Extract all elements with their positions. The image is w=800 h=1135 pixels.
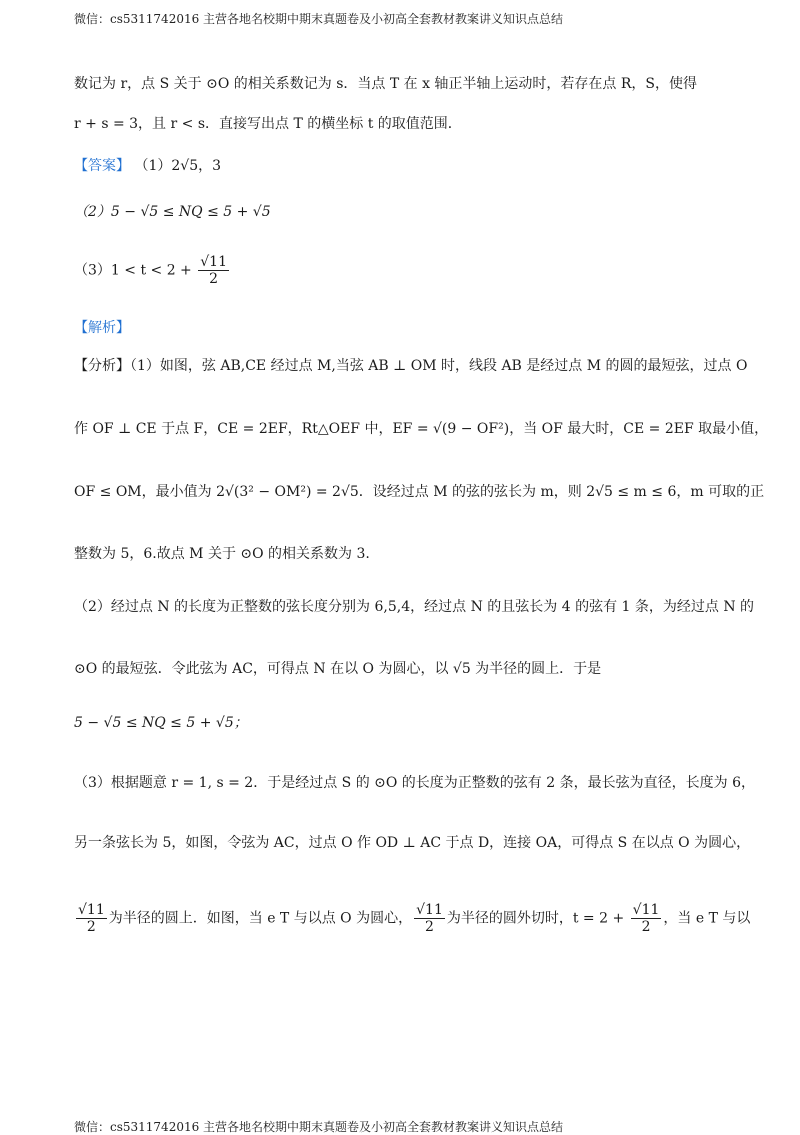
analysis-line-5: （2）经过点 N 的长度为正整数的弦长度分别为 6,5,4，经过点 N 的且弦长为 4 的弦有 1 条，为经过点 N 的 <box>74 599 755 615</box>
analysis-line-10 <box>74 902 751 935</box>
text-line-2: r + s = 3，且 r < s．直接写出点 T 的横坐标 t 的取值范围． <box>74 116 462 132</box>
fraction-3 <box>631 902 662 935</box>
analysis-line-6: ⊙O 的最短弦．令此弦为 AC，可得点 N 在以 O 为圆心，以 √5 为半径的圆上．于是 <box>74 661 602 677</box>
fraction-numerator: √11 <box>78 902 105 918</box>
answer-2: （2）5 − √5 ≤ NQ ≤ 5 + √5 <box>74 204 271 220</box>
fraction-1 <box>76 902 107 935</box>
text-line-1: 数记为 r，点 S 关于 ⊙O 的相关系数记为 s．当点 T 在 x 轴正半轴上运动时，若存在点 R，S，使得 <box>74 76 697 92</box>
fraction-2 <box>414 902 445 935</box>
analysis-line-9: 另一条弦长为 5，如图，令弦为 AC，过点 O 作 OD ⊥ AC 于点 D，连接 OA，可得点 S 在以点 O 为圆心， <box>74 835 751 851</box>
analysis-text-1: （1）如图，弦 AB,CE 经过点 M,当弦 AB ⊥ OM 时，线段 AB 是经过点 M 的圆的最短弦，过点 O <box>130 358 748 374</box>
answer-tag: 【答案】 <box>74 158 130 174</box>
fraction-numerator: √11 <box>416 902 443 918</box>
analysis-text-10b: 为半径的圆外切时，t = 2 + <box>446 910 629 927</box>
analysis-text-10a: 为半径的圆上．如图，当 e T 与以点 O 为圆心， <box>108 910 413 927</box>
analysis-heading <box>74 317 726 339</box>
fraction-numerator: √11 <box>632 902 660 918</box>
analysis-line-8: （3）根据题意 r = 1, s = 2．于是经过点 S 的 ⊙O 的长度为正整数的弦有 2 条，最长弦为直径，长度为 6， <box>74 775 755 791</box>
answer-3 <box>74 254 726 287</box>
answer-3-fraction <box>198 254 229 287</box>
page-header: 微信：cs5311742016 主营各地名校期中期末真题卷及小初高全套教材教案讲义知识点总结 <box>74 12 564 26</box>
analysis-text-10c: ，当 e T 与以 <box>663 910 751 927</box>
analysis-line-2: 作 OF ⊥ CE 于点 F，CE = 2EF，Rt△OEF 中，EF = √(9 − OF²)，当 OF 最大时，CE = 2EF 取最小值， <box>74 421 769 437</box>
fraction-numerator: √11 <box>200 254 227 270</box>
analysis-line-4: 整数为 5，6.故点 M 关于 ⊙O 的相关系数为 3. <box>74 546 370 562</box>
fraction-denominator: 2 <box>425 919 434 935</box>
analysis-line-7: 5 − √5 ≤ NQ ≤ 5 + √5； <box>74 715 248 731</box>
analysis-tag: 【解析】 <box>74 320 130 336</box>
fenxi-tag: 【分析】 <box>74 358 130 374</box>
answer-1: （1）2√5，3 <box>134 158 222 174</box>
answer-section <box>74 155 726 177</box>
analysis-line-3: OF ≤ OM，最小值为 2√(3² − OM²) = 2√5．设经过点 M 的弦的弦长为 m，则 2√5 ≤ m ≤ 6，m 可取的正 <box>74 484 765 500</box>
fraction-denominator: 2 <box>86 919 96 935</box>
fraction-denominator: 2 <box>209 271 219 287</box>
analysis-line-1 <box>74 355 748 377</box>
page-footer: 微信：cs5311742016 主营各地名校期中期末真题卷及小初高全套教材教案讲义知识点总结 <box>74 1120 564 1134</box>
fraction-denominator: 2 <box>641 919 651 935</box>
answer-3-prefix: （3）1 < t < 2 + <box>74 262 197 279</box>
